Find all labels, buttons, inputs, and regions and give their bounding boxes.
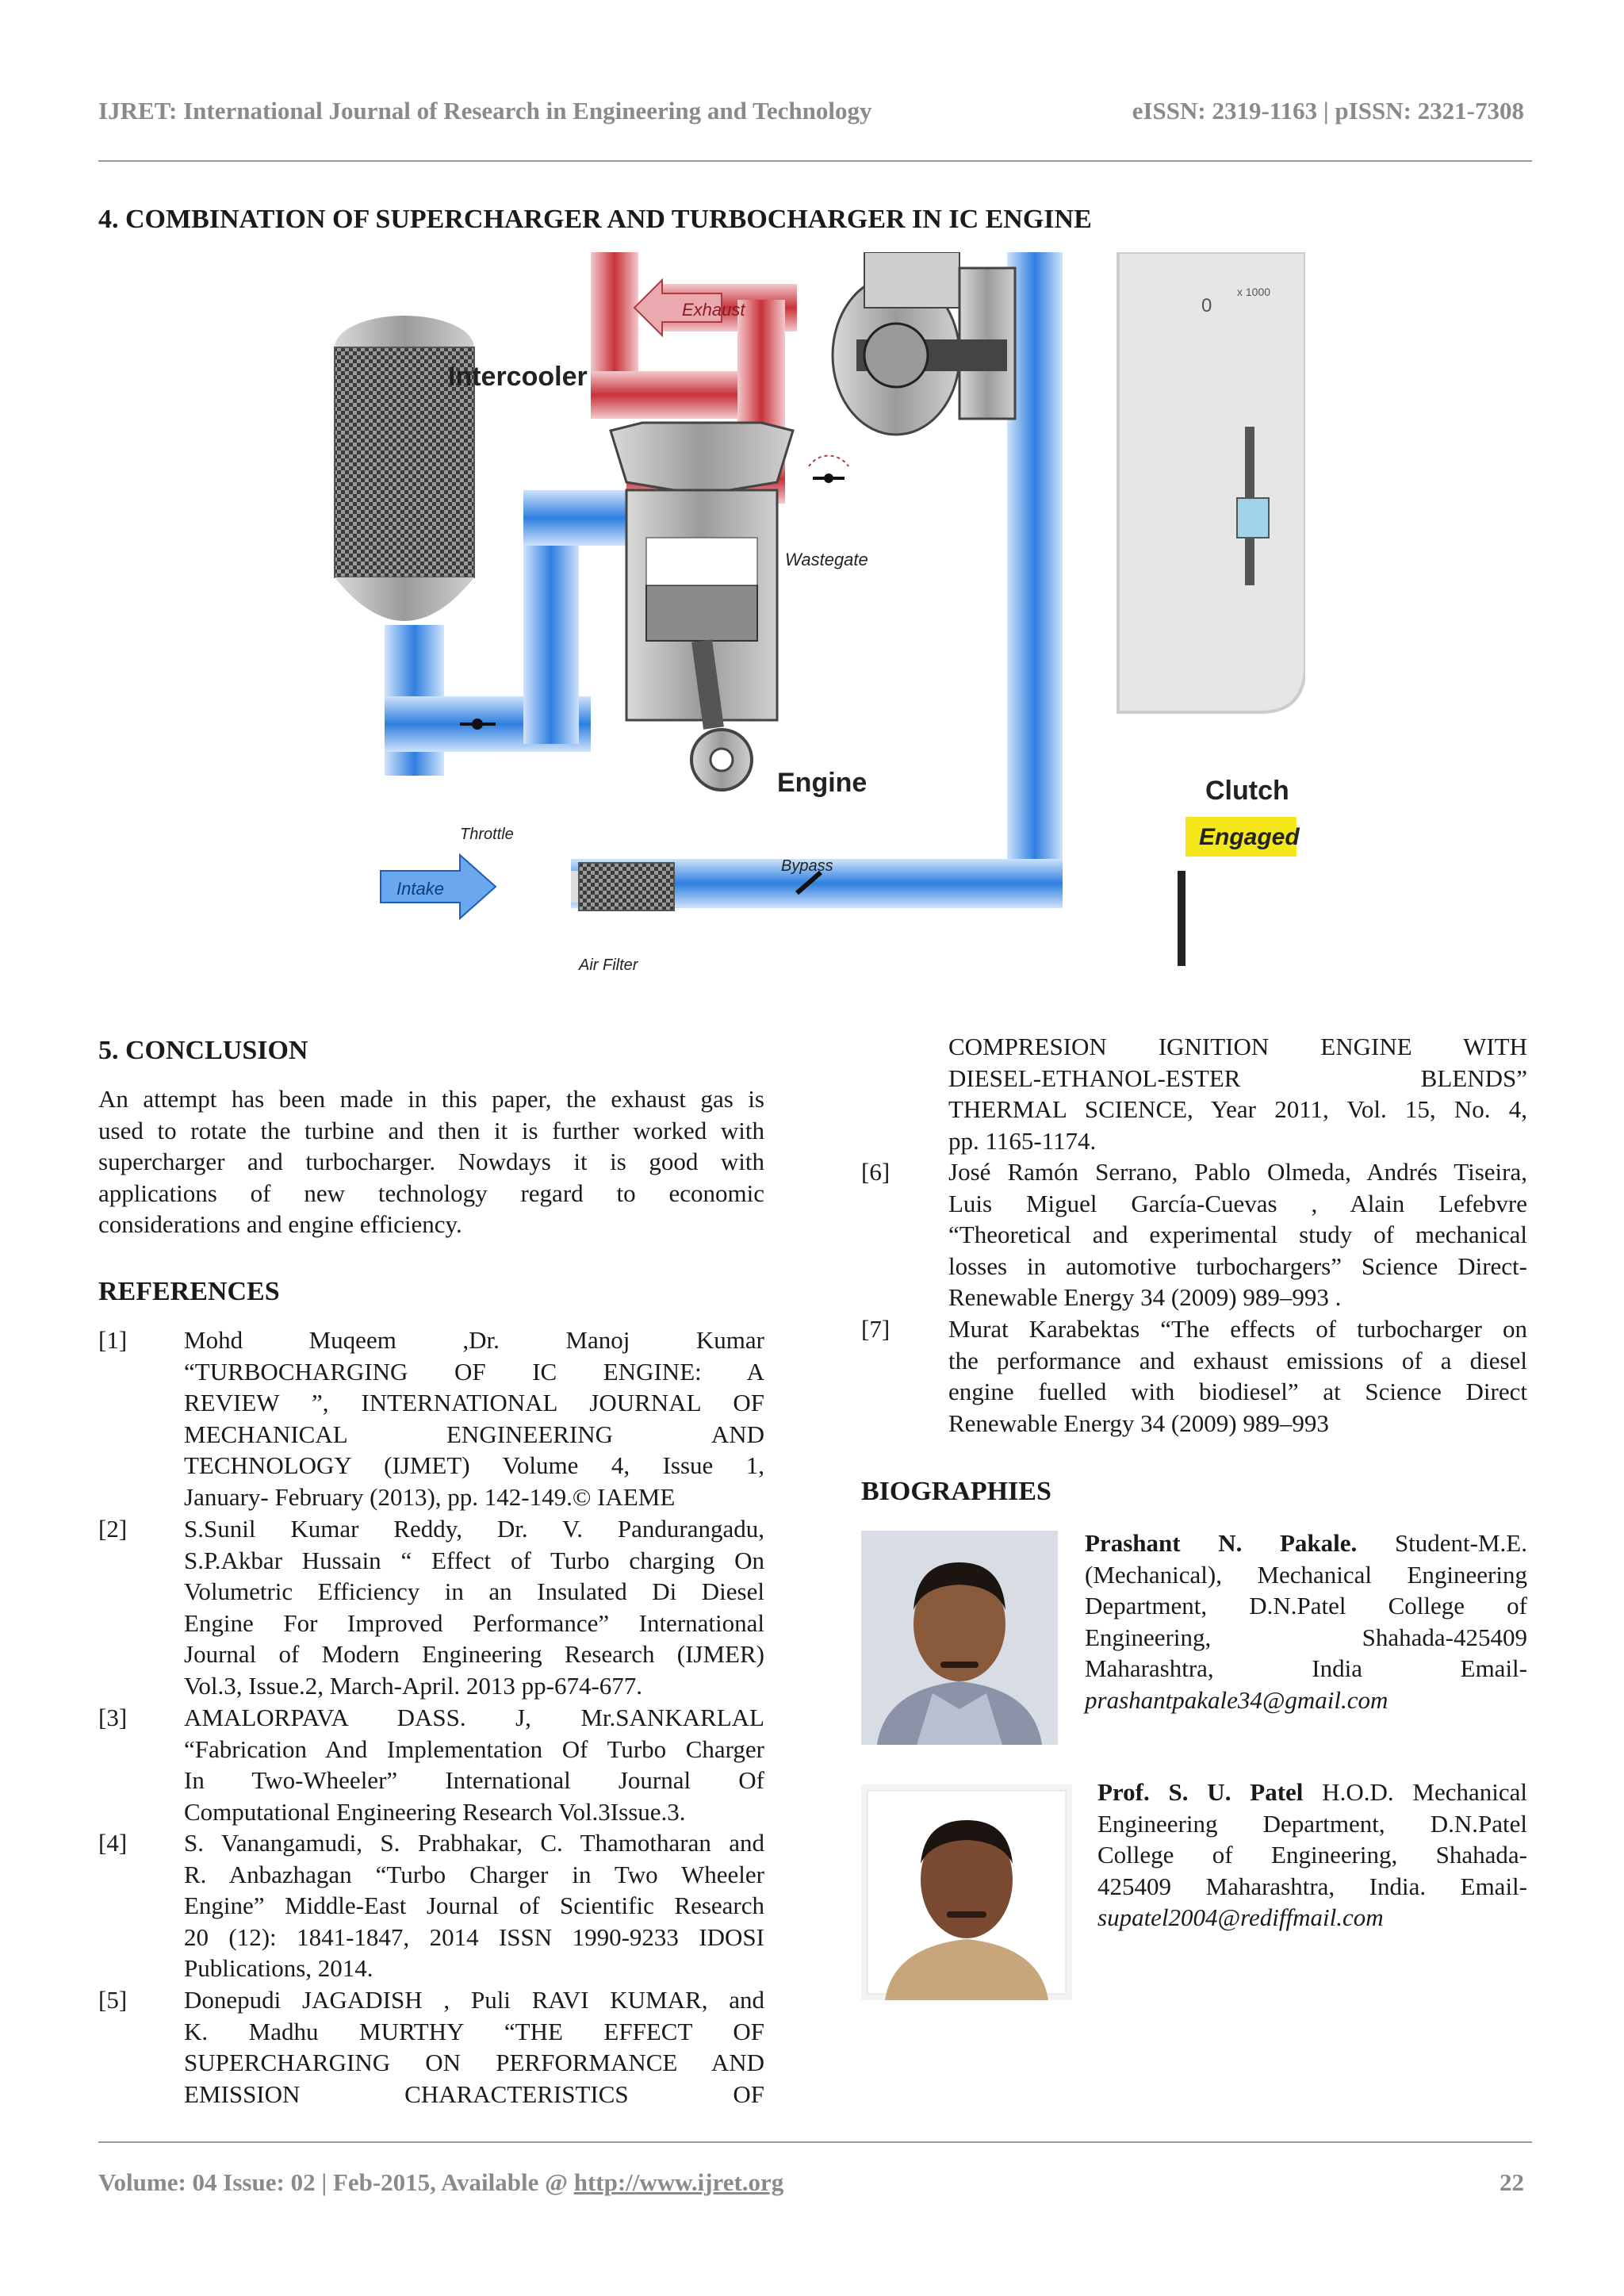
reference-line: “Fabrication And Implementation Of Turbo Charger <box>184 1734 764 1763</box>
bio-email: prashantpakale34@gmail.com <box>1085 1685 1388 1714</box>
issn-line: eISSN: 2319-1163 | pISSN: 2321-7308 <box>1132 97 1524 125</box>
reference-line: MECHANICAL ENGINEERING AND <box>184 1420 764 1448</box>
bio-line: Engineering Department, D.N.Patel <box>1097 1809 1527 1838</box>
journal-title: IJRET: International Journal of Research in Engineering and Technology <box>98 97 872 125</box>
reference-line: Volumetric Efficiency in an Insulated Di Diesel <box>184 1577 764 1605</box>
reference-line: “Theoretical and experimental study of mechanical <box>948 1221 1527 1248</box>
throttle-label: Throttle <box>460 826 514 843</box>
reference-number: [3] <box>98 1704 128 1731</box>
bio-line: 425409 Maharashtra, India. Email- <box>1097 1872 1527 1900</box>
gauge-unit-label: x 1000 <box>1237 286 1271 298</box>
reference-line: S.Sunil Kumar Reddy, Dr. V. Pandurangadu, <box>184 1515 764 1543</box>
reference-line: engine fuelled with biodiesel” at Science Direct <box>948 1378 1527 1405</box>
reference-line: Mohd Muqeem ,Dr. Manoj Kumar <box>184 1326 764 1354</box>
reference-line: 20 (12): 1841-1847, 2014 ISSN 1990-9233 IDOSI <box>184 1922 764 1951</box>
bio-line: (Mechanical), Mechanical Engineering <box>1085 1560 1527 1589</box>
bypass-label: Bypass <box>781 857 833 875</box>
footer-volume-text: Volume: 04 Issue: 02 | Feb-2015, Available @ <box>98 2168 574 2196</box>
footer-rule <box>98 2141 1532 2143</box>
reference-line: COMPRESION IGNITION ENGINE WITH <box>948 1033 1527 1060</box>
bio-line: Prof. S. U. Patel H.O.D. Mechanical <box>1097 1778 1528 1806</box>
intercooler-label: Intercooler <box>448 362 588 392</box>
reference-number: [1] <box>98 1326 128 1354</box>
reference-line: EMISSION CHARACTERISTICS OF <box>184 2079 764 2108</box>
section-5-heading: 5. CONCLUSION <box>98 1036 308 1065</box>
bio-pakale <box>1085 1527 1527 1715</box>
reference-line: Luis Miguel García-Cuevas , Alain Lefebvre <box>948 1189 1527 1217</box>
reference-line: “TURBOCHARGING OF IC ENGINE: A <box>184 1357 764 1386</box>
reference-line: Donepudi JAGADISH , Puli RAVI KUMAR, and <box>184 1986 764 2014</box>
reference-line: S. Vanangamudi, S. Prabhakar, C. Thamotharan and <box>184 1829 764 1857</box>
bio-line: Engineering, Shahada-425409 <box>1085 1623 1527 1651</box>
reference-number: [6] <box>861 1158 891 1186</box>
reference-line: AMALORPAVA DASS. J, Mr.SANKARLAL <box>184 1704 764 1731</box>
author-photo-pakale <box>861 1531 1058 1745</box>
reference-number: [7] <box>861 1315 891 1343</box>
conclusion-line: considerations and engine efficiency. <box>98 1210 462 1238</box>
turbo-supercharger-figure <box>317 252 1305 971</box>
references-heading: REFERENCES <box>98 1277 280 1306</box>
page-number: 22 <box>1500 2168 1524 2196</box>
conclusion-line: supercharger and turbocharger. Nowdays it is good with <box>98 1148 764 1175</box>
reference-line: Computational Engineering Research Vol.3Issue.3. <box>184 1797 686 1826</box>
bio-line: Department, D.N.Patel College of <box>1085 1592 1527 1619</box>
bio-line: Maharashtra, India Email- <box>1085 1654 1527 1682</box>
reference-line: Murat Karabektas “The effects of turbocharger on <box>948 1315 1527 1343</box>
reference-line: José Ramón Serrano, Pablo Olmeda, Andrés Tiseira, <box>948 1158 1527 1186</box>
reference-line: R. Anbazhagan “Turbo Charger in Two Wheeler <box>184 1860 764 1888</box>
reference-line: January- February (2013), pp. 142-149.© IAEME <box>184 1482 676 1511</box>
bio-line: Prashant N. Pakale. Student-M.E. <box>1085 1529 1527 1557</box>
reference-line: Engine” Middle-East Journal of Scientific Research <box>184 1892 764 1919</box>
reference-line: Renewable Energy 34 (2009) 989–993 . <box>948 1283 1342 1311</box>
bio-patel <box>1097 1777 1527 1934</box>
biographies-heading: BIOGRAPHIES <box>861 1477 1051 1506</box>
reference-number: [4] <box>98 1829 128 1857</box>
engaged-badge: Engaged <box>1199 824 1300 850</box>
reference-line: THERMAL SCIENCE, Year 2011, Vol. 15, No. 4, <box>948 1095 1527 1123</box>
footer-volume <box>98 2168 783 2197</box>
reference-line: the performance and exhaust emissions of a diesel <box>948 1346 1527 1374</box>
gauge-zero-label: 0 <box>1201 295 1212 316</box>
reference-line: K. Madhu MURTHY “THE EFFECT OF <box>184 2017 764 2045</box>
clutch-label: Clutch <box>1205 776 1289 806</box>
wastegate-label: Wastegate <box>785 550 868 569</box>
reference-line: Publications, 2014. <box>184 1954 373 1982</box>
conclusion-line: used to rotate the turbine and then it is further worked with <box>98 1116 764 1144</box>
reference-line: Journal of Modern Engineering Research (IJMER) <box>184 1640 764 1668</box>
reference-line: SUPERCHARGING ON PERFORMANCE AND <box>184 2049 764 2076</box>
reference-line: Vol.3, Issue.2, March-April. 2013 pp-674-677. <box>184 1671 643 1700</box>
reference-line: TECHNOLOGY (IJMET) Volume 4, Issue 1, <box>184 1451 764 1479</box>
exhaust-label: Exhaust <box>682 300 745 320</box>
author-photo-patel <box>861 1784 1072 2000</box>
bio-line: College of Engineering, Shahada- <box>1097 1841 1527 1869</box>
section-4-heading: 4. COMBINATION OF SUPERCHARGER AND TURBOCHARGER IN IC ENGINE <box>98 205 1092 234</box>
reference-line: REVIEW ”, INTERNATIONAL JOURNAL OF <box>184 1389 764 1416</box>
journal-link[interactable]: http://www.ijret.org <box>573 2168 784 2196</box>
reference-number: [5] <box>98 1986 128 2014</box>
reference-line: DIESEL-ETHANOL-ESTER BLENDS” <box>948 1064 1527 1092</box>
engine-label: Engine <box>777 768 868 798</box>
conclusion-line: An attempt has been made in this paper, the exhaust gas is <box>98 1085 764 1113</box>
header-rule <box>98 160 1532 162</box>
reference-number: [2] <box>98 1515 128 1543</box>
reference-line: S.P.Akbar Hussain “ Effect of Turbo charging On <box>184 1546 764 1574</box>
conclusion-line: applications of new technology regard to economic <box>98 1179 764 1207</box>
reference-line: In Two-Wheeler” International Journal Of <box>184 1766 764 1794</box>
reference-line: Engine For Improved Performance” International <box>184 1608 764 1637</box>
reference-line: Renewable Energy 34 (2009) 989–993 <box>948 1409 1329 1437</box>
reference-line: pp. 1165-1174. <box>948 1126 1097 1155</box>
intake-label: Intake <box>396 879 444 899</box>
reference-line: losses in automotive turbochargers” Science Direct- <box>948 1251 1527 1280</box>
conclusion-paragraph <box>98 1083 764 1240</box>
air-filter-label: Air Filter <box>579 956 638 971</box>
bio-email: supatel2004@rediffmail.com <box>1097 1903 1384 1931</box>
